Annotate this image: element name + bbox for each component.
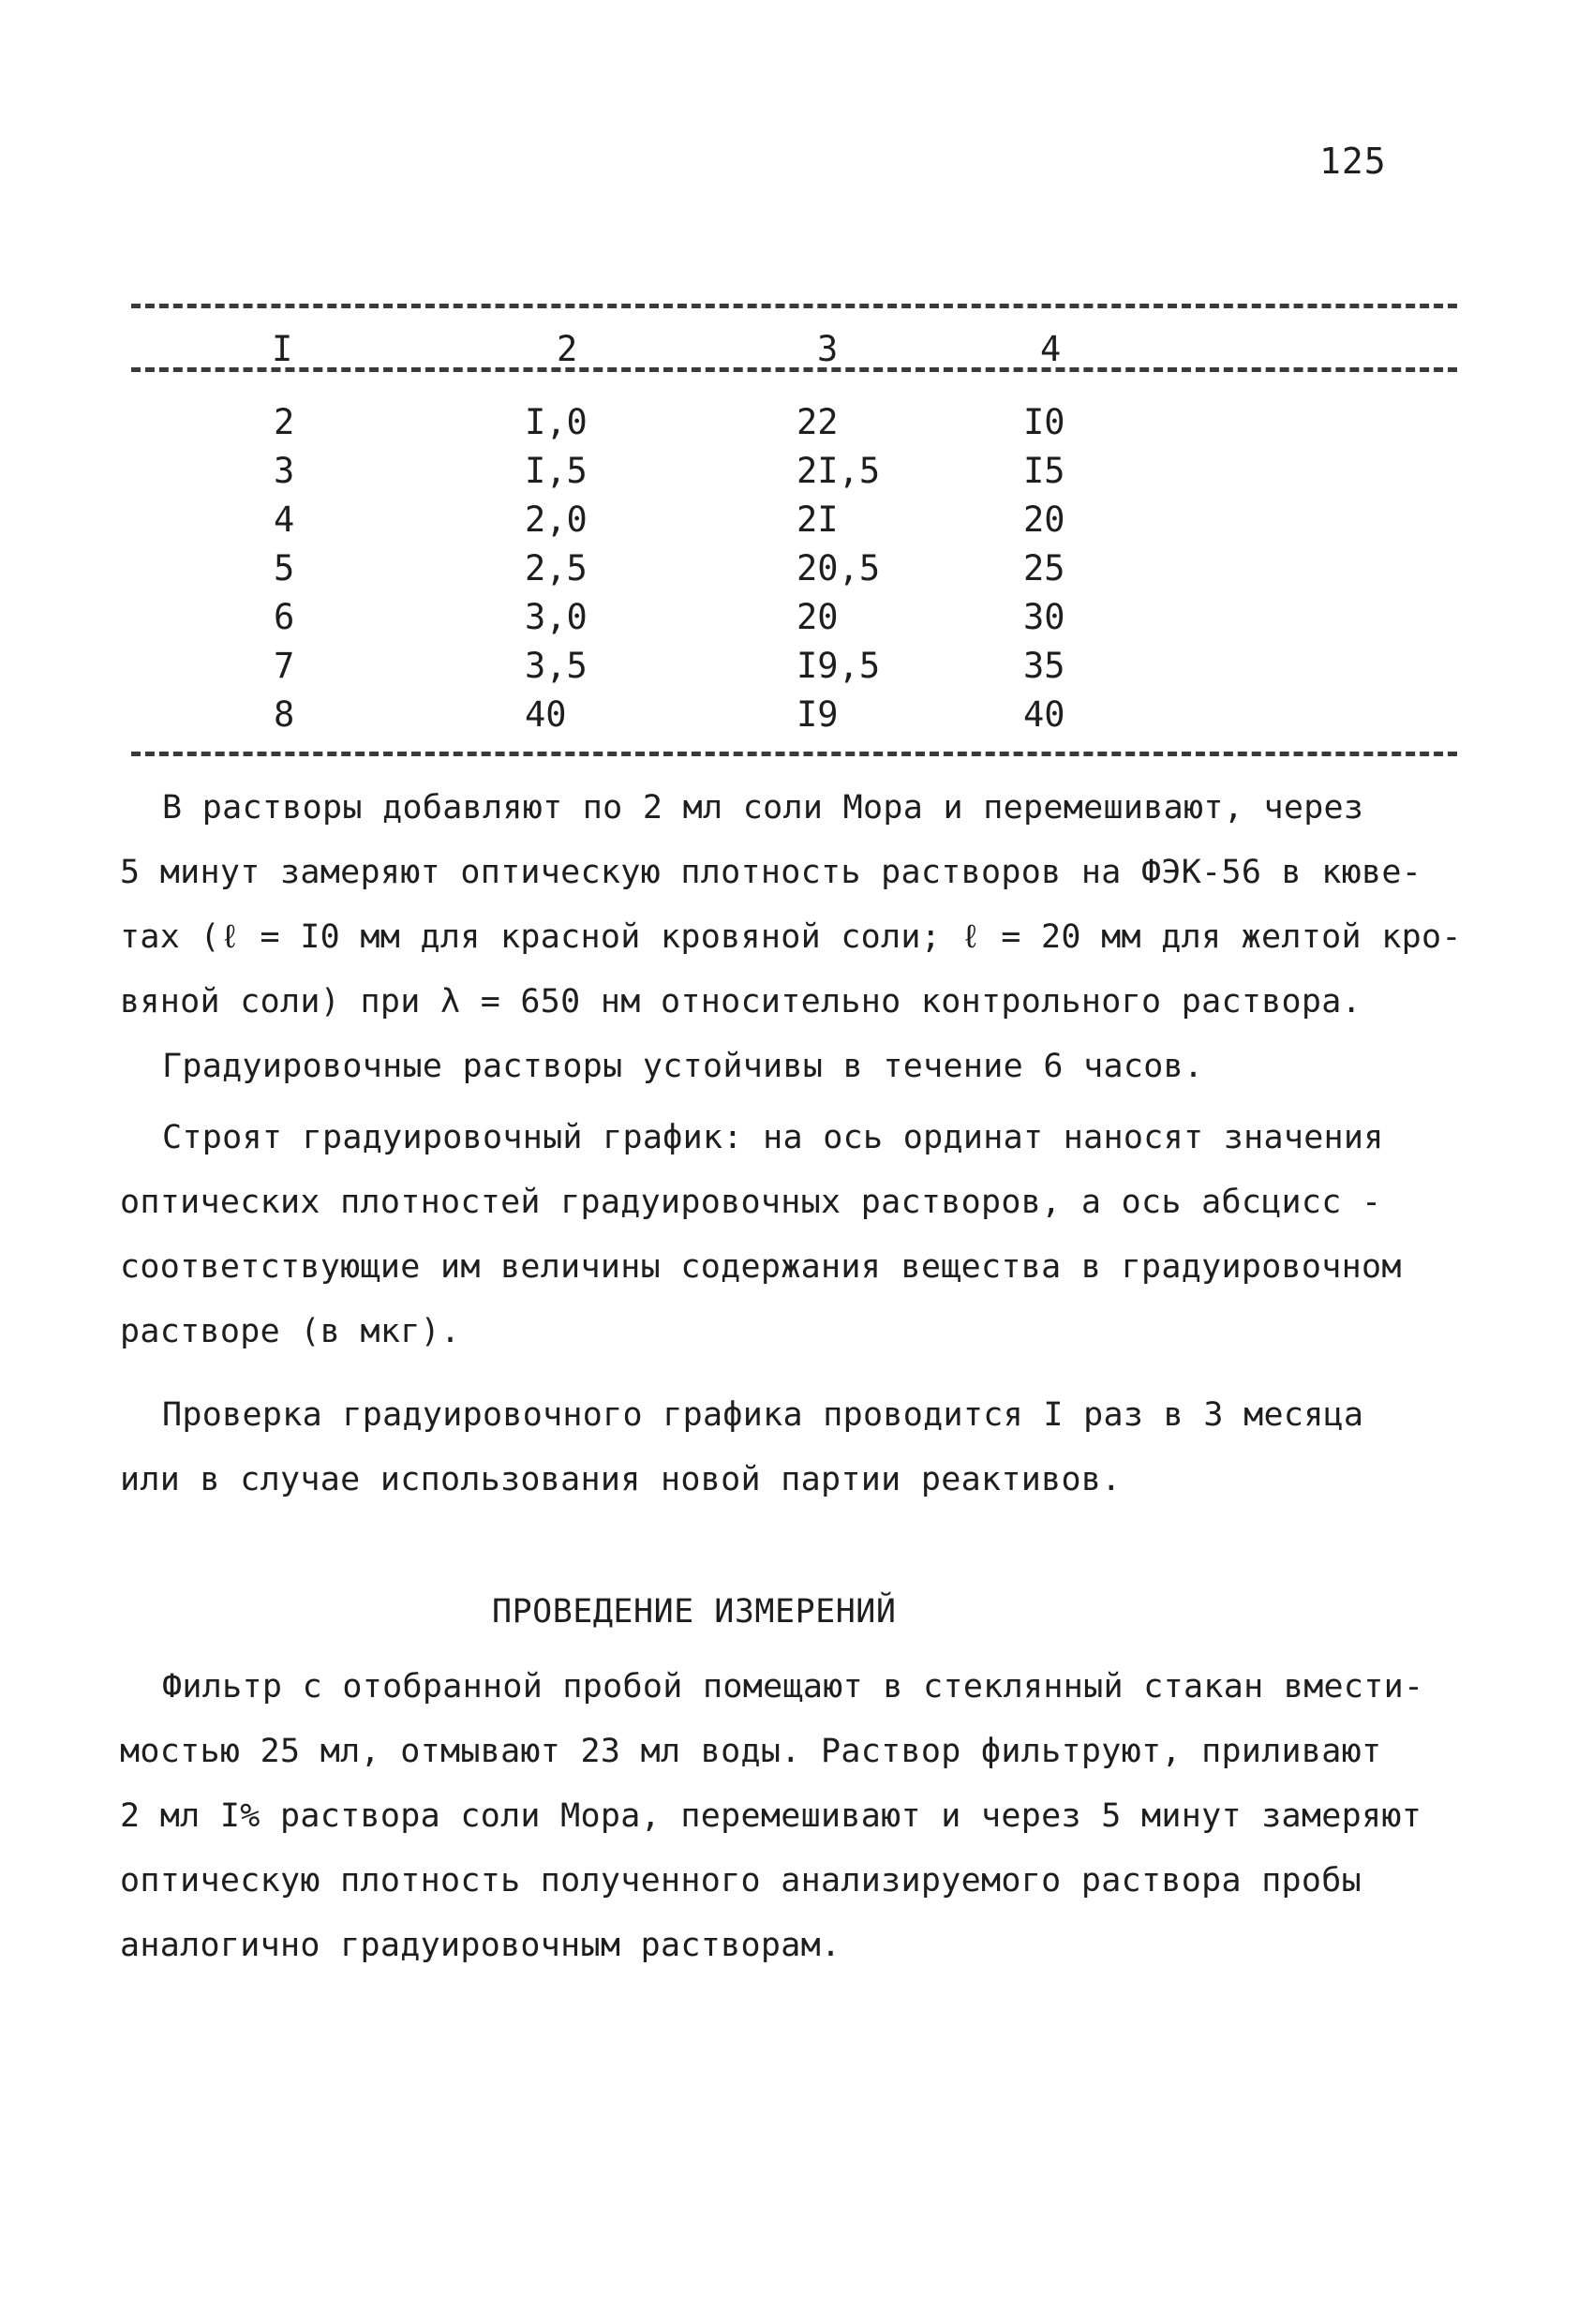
text-line: мостью 25 мл, отмывают 23 мл воды. Раствор фильтруют, приливают [120,1733,1382,1770]
table-header-col-1: I [272,329,293,369]
table-cell: 3 [274,451,295,491]
text-line: оптических плотностей градуировочных растворов, а ось абсцисс - [120,1184,1382,1221]
text-line: растворе (в мкг). [120,1313,461,1350]
text-line: 2 мл I% раствора соли Мора, перемешивают и через 5 минут замеряют [120,1797,1422,1835]
table-cell: 6 [274,597,295,637]
table-cell: I9,5 [796,646,881,686]
table-cell: 35 [1023,646,1065,686]
text-line: 5 минут замеряют оптическую плотность растворов на ФЭК-56 в кюве- [120,854,1422,891]
section-heading: ПРОВЕДЕНИЕ ИЗМЕРЕНИЙ [492,1593,897,1631]
paragraph-stability [120,1035,1469,1099]
table-cell: 20 [796,597,839,637]
table-cell: 2 [274,402,295,442]
table-cell: 25 [1023,548,1065,588]
text-line: Проверка градуировочного графика проводится I раз в 3 месяца [162,1396,1364,1434]
table-cell: I0 [1023,402,1065,442]
table-cell: 8 [274,694,295,735]
table-cell: 2,5 [525,548,588,588]
table-bottom-rule [131,752,1457,756]
table-cell: 3,5 [525,646,588,686]
text-line: или в случае использования новой партии реактивов. [120,1461,1122,1498]
table-cell: 40 [1023,694,1065,735]
table-cell: 30 [1023,597,1065,637]
table-top-rule [131,304,1457,308]
page-number: 125 [1319,141,1387,182]
text-line: Строят градуировочный график: на ось ординат наносят значения [162,1119,1384,1156]
table-cell: I,5 [525,451,588,491]
text-line: В растворы добавляют по 2 мл соли Мора и перемешивают, через [162,789,1364,827]
table-cell: 3,0 [525,597,588,637]
table-cell: 2I,5 [796,451,881,491]
table-cell: 40 [525,694,567,735]
table-header-col-3: 3 [817,329,839,369]
table-header-col-2: 2 [557,329,578,369]
table-cell: 20,5 [796,548,881,588]
table-cell: 20 [1023,499,1065,540]
paragraph-graph-check [120,1383,1469,1512]
text-line: Фильтр с отобранной пробой помещают в стеклянный стакан вмести- [162,1668,1424,1706]
text-line: Градуировочные растворы устойчивы в течение 6 часов. [162,1048,1204,1085]
table-cell: I5 [1023,451,1065,491]
table-header-col-4: 4 [1040,329,1062,369]
table-cell: 4 [274,499,295,540]
table-cell: I9 [796,694,839,735]
table-cell: 22 [796,402,839,442]
text-line: тах (ℓ = I0 мм для красной кровяной соли; ℓ = 20 мм для желтой кро- [120,918,1462,956]
table-cell: I,0 [525,402,588,442]
table-header-rule [131,367,1457,372]
table-cell: 7 [274,646,295,686]
table-cell: 2,0 [525,499,588,540]
table-cell: 2I [796,499,839,540]
paragraph-calibration-graph [120,1106,1469,1364]
paragraph-measurement [120,1655,1469,1978]
text-line: аналогично градуировочным растворам. [120,1927,841,1964]
paragraph-mohr-salt [120,776,1469,1035]
text-line: оптическую плотность полученного анализируемого раствора пробы [120,1862,1362,1899]
text-line: соответствующие им величины содержания вещества в градуировочном [120,1248,1402,1286]
text-line: вяной соли) при λ = 650 нм относительно контрольного раствора. [120,983,1362,1020]
table-cell: 5 [274,548,295,588]
